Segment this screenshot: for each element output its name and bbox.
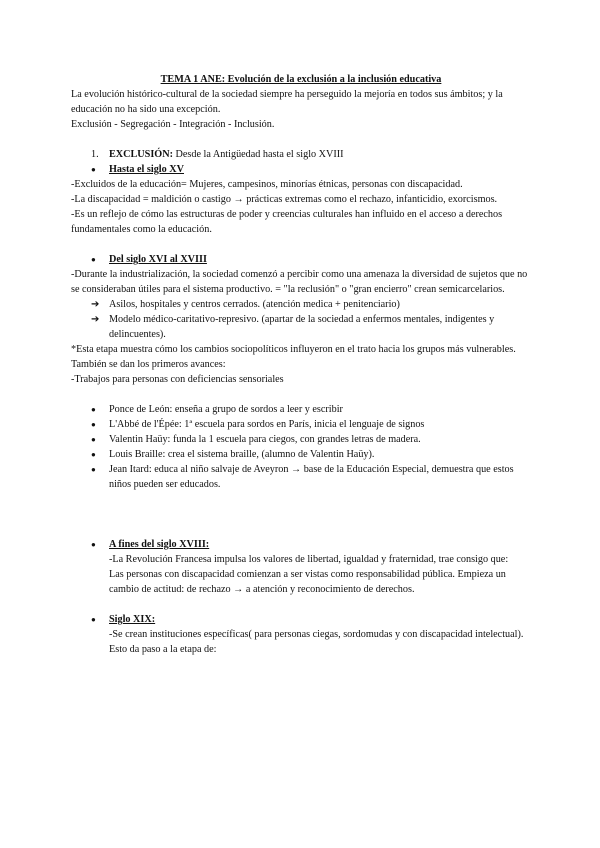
list-item — [71, 402, 531, 417]
arrow-item — [71, 297, 531, 312]
text-line: -Es un reflejo de cómo las estructuras de poder y creencias culturales han influido en el acceso a derechos fundamentales como la educación. — [71, 209, 503, 235]
section-text: Desde la Antigüedad hasta el siglo XVIII — [172, 149, 344, 160]
text-line: -Se crean instituciones específicas( para personas ciegas, sordomudas y con discapacidad intelectual). Esto da paso a la etapa de: — [109, 629, 524, 655]
text-line: -La Revolución Francesa impulsa los valores de libertad, igualdad y fraternidad, trae consigo que: — [109, 554, 509, 565]
bullet-icon: ● — [91, 465, 96, 474]
arrow-item — [71, 312, 531, 342]
list-item-text: Ponce de León: enseña a grupo de sordos a leer y escribir — [109, 404, 343, 415]
list-item — [71, 432, 531, 447]
heading-text: Hasta el siglo XV — [109, 164, 184, 175]
heading-text: Del siglo XVI al XVIII — [109, 254, 207, 265]
intro-paragraph: La evolución histórico-cultural de la sociedad siempre ha perseguido la mejoría en todos sus ámbitos; y la educación no ha sido una excepción. — [71, 89, 503, 115]
text-line: *Esta etapa muestra cómo los cambios sociopolíticos influyeron en el trato hacia los grupos más vulnerables. — [71, 344, 516, 355]
intro-stages: Exclusión - Segregación - Integración - Inclusión. — [71, 119, 275, 130]
arrow-text: Modelo médico-caritativo-represivo. (apartar de la sociedad a enfermos mentales, indigentes y delincuentes). — [109, 314, 495, 340]
list-item-text: Louis Braille: crea el sistema braille, (alumno de Valentin Haüy). — [109, 449, 375, 460]
bullet-icon: ● — [91, 615, 96, 624]
heading-text: A fines del siglo XVIII: — [109, 539, 210, 550]
heading-xvi-xviii — [71, 252, 531, 267]
heading-fines-xviii — [71, 537, 531, 552]
document-content — [71, 72, 531, 657]
document-title: TEMA 1 ANE: Evolución de la exclusión a la inclusión educativa — [160, 74, 442, 85]
bullet-icon: ● — [91, 255, 96, 264]
section-exclusion — [71, 147, 531, 162]
list-item-text: L'Abbé de l'Épée: 1ª escuela para sordos en París, inicia el lenguaje de signos — [109, 419, 425, 430]
list-item — [71, 447, 531, 462]
list-item-text: Jean Itard: educa al niño salvaje de Aveyron → base de la Educación Especial, demuestra que estos niños pueden ser educados. — [109, 464, 514, 490]
arrow-icon: ➔ — [91, 299, 100, 310]
heading-siglo-xix — [71, 612, 531, 627]
bullet-icon: ● — [91, 165, 96, 174]
heading-text: Siglo XIX: — [109, 614, 156, 625]
text-line: -La discapacidad = maldición o castigo → prácticas extremas como el rechazo, infanticidio, exorcismos. — [71, 194, 498, 205]
section-label: EXCLUSIÓN: — [109, 149, 173, 160]
text-line: -Excluidos de la educación= Mujeres, campesinos, minorías étnicas, personas con discapacidad. — [71, 179, 463, 190]
bullet-icon: ● — [91, 450, 96, 459]
text-line: Las personas con discapacidad comienzan a ser vistas como responsabilidad pública. Empieza un cambio de actitud: de rechazo → a atención y reconocimiento de derechos. — [109, 569, 506, 595]
bullet-icon: ● — [91, 435, 96, 444]
bullet-icon: ● — [91, 405, 96, 414]
list-item — [71, 462, 531, 492]
arrow-text: Asilos, hospitales y centros cerrados. (atención medica + penitenciario) — [109, 299, 400, 310]
list-item — [71, 417, 531, 432]
arrow-icon: ➔ — [91, 314, 100, 325]
text-line: -Durante la industrialización, la sociedad comenzó a percibir como una amenaza la diversidad de sujetos que no se consideraban útiles para el sistema productivo. = "la reclusión" o "gran encierro" crean semicarcelarios. — [71, 269, 528, 295]
bullet-icon: ● — [91, 540, 96, 549]
text-line: -Trabajos para personas con deficiencias sensoriales — [71, 374, 284, 385]
heading-hasta-xv — [71, 162, 531, 177]
list-item-text: Valentin Haüy: funda la 1 escuela para ciegos, con grandes letras de madera. — [109, 434, 421, 445]
text-line: También se dan los primeros avances: — [71, 359, 226, 370]
section-number: 1. — [91, 149, 99, 160]
bullet-icon: ● — [91, 420, 96, 429]
section-heading — [109, 147, 344, 162]
